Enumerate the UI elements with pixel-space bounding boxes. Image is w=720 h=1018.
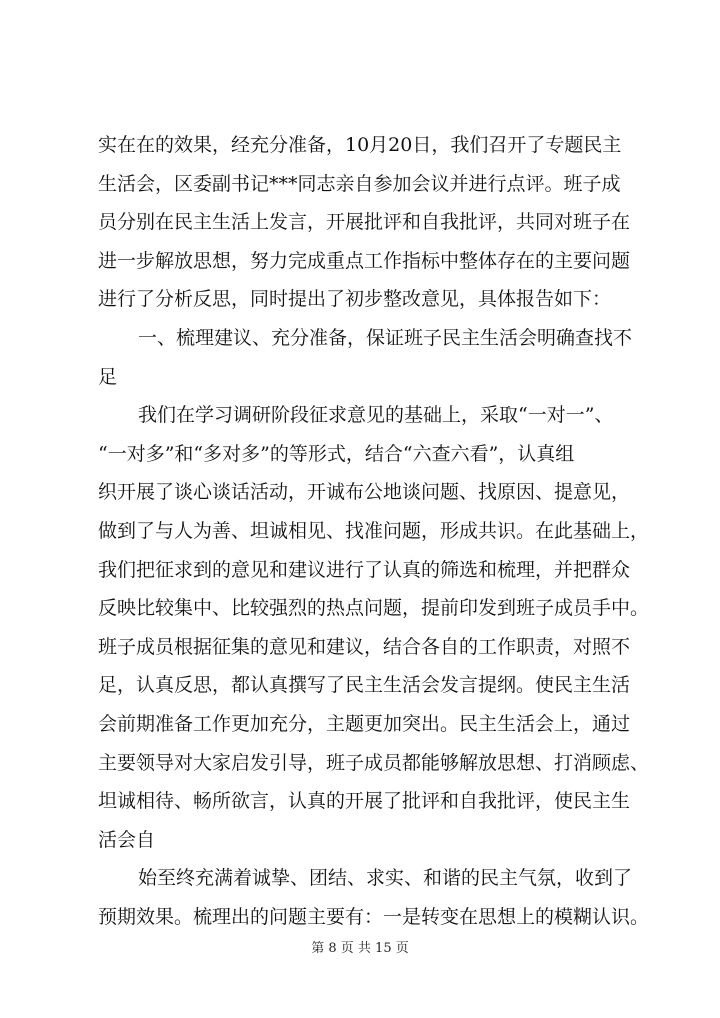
text-line: 始至终充满着诚挚、团结、求实、和谐的民主气氛，收到了 xyxy=(138,867,633,890)
text-line: 生活会，区委副书记***同志亲自参加会议并进行点评。班子成 xyxy=(98,172,621,195)
text-line: 进行了分析反思，同时提出了初步整改意见，具体报告如下： xyxy=(98,288,612,311)
text-line: 坦诚相待、畅所欲言，认真的开展了批评和自我批评，使民主生 xyxy=(98,790,631,813)
text-line: 预期效果。梳理出的问题主要有：一是转变在思想上的模糊认识。 xyxy=(98,905,650,928)
text-line: 实在在的效果，经充分准备，10月20日，我们召开了专题民主 xyxy=(98,134,622,156)
text-line: 足，认真反思，都认真撰写了民主生活会发言提纲。使民主生活 xyxy=(98,674,631,697)
section-heading-line: 一、梳理建议、充分准备，保证班子民主生活会明确查找不 xyxy=(138,326,633,349)
text-line: 会前期准备工作更加充分，主题更加突出。民主生活会上，通过 xyxy=(98,712,631,735)
text-line: 反映比较集中、比较强烈的热点问题，提前印发到班子成员手中。 xyxy=(98,597,650,620)
text-line: 我们把征求到的意见和建议进行了认真的筛选和梳理，并把群众 xyxy=(98,558,631,581)
text-line: 进一步解放思想，努力完成重点工作指标中整体存在的主要问题 xyxy=(98,249,631,272)
text-line: 我们在学习调研阶段征求意见的基础上，采取“一对一”、 xyxy=(138,404,614,427)
text-line: 班子成员根据征集的意见和建议，结合各自的工作职责，对照不 xyxy=(98,635,631,658)
text-line: 做到了与人为善、坦诚相见、找准问题，形成共识。在此基础上， xyxy=(98,519,650,542)
page-footer: 第 8 页 共 15 页 xyxy=(311,941,409,956)
text-line: 织开展了谈心谈话活动，开诚布公地谈问题、找原因、提意见， xyxy=(98,481,631,504)
text-line: “一对多”和“多对多”的等形式，结合“六查六看”，认真组 xyxy=(98,442,575,465)
text-line: 活会自 xyxy=(98,828,156,851)
text-line: 员分别在民主生活上发言，开展批评和自我批评，共同对班子在 xyxy=(98,211,631,234)
section-heading-line: 足 xyxy=(98,365,118,388)
body-text xyxy=(98,126,650,936)
text-line: 主要领导对大家启发引导，班子成员都能够解放思想、打消顾虑、 xyxy=(98,751,650,774)
